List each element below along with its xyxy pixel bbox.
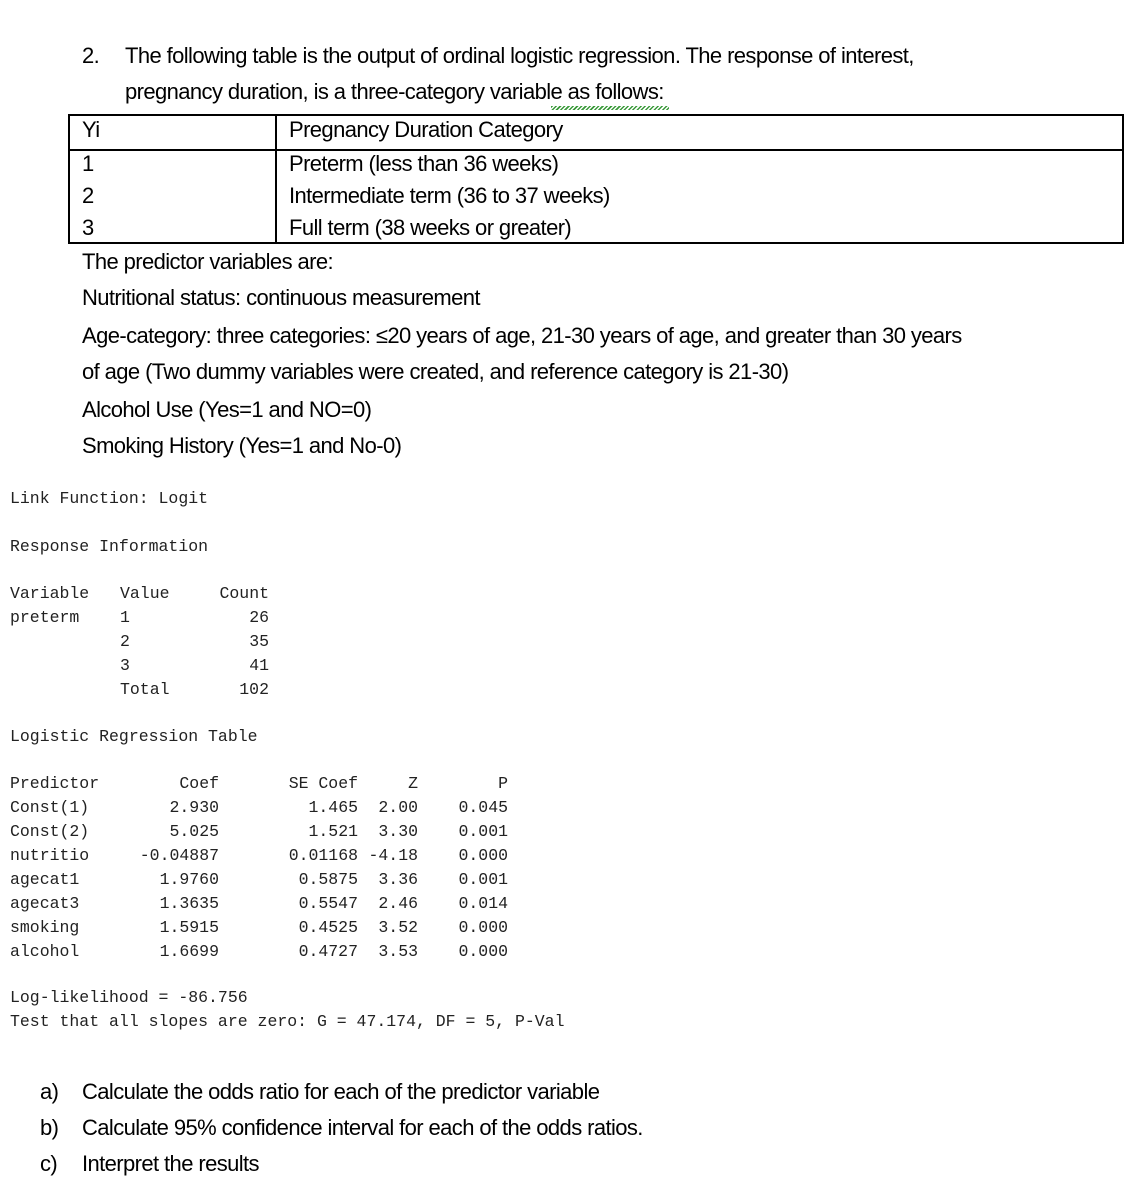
table-cell: 0.000 xyxy=(458,942,508,961)
table-cell: 0.001 xyxy=(458,822,508,841)
link-function: Link Function: Logit xyxy=(10,489,209,508)
table-cell: Predictor xyxy=(10,774,100,793)
table-cell: 26 xyxy=(249,608,269,627)
table-cell: Full term (38 weeks or greater) xyxy=(289,215,572,240)
table-cell: Z xyxy=(408,774,418,793)
table-header-category: Pregnancy Duration Category xyxy=(289,117,563,142)
table-cell: 1.5915 xyxy=(159,918,219,937)
table-cell: 2 xyxy=(82,183,94,208)
predictor-line: Nutritional status: continuous measurement xyxy=(82,285,480,310)
table-cell: 3.36 xyxy=(378,870,418,889)
table-cell: 2 xyxy=(120,632,130,651)
table-cell: Variable xyxy=(10,584,90,603)
table-cell: Preterm (less than 36 weeks) xyxy=(289,151,559,176)
table-cell: Const(2) xyxy=(10,822,90,841)
table-cell: SE Coef xyxy=(288,774,358,793)
table-cell: 1.465 xyxy=(308,798,358,817)
task-label: c) xyxy=(40,1151,58,1176)
question-number: 2. xyxy=(82,43,100,68)
table-cell: Value xyxy=(120,584,170,603)
table-cell: P xyxy=(498,774,508,793)
table-cell: 0.001 xyxy=(458,870,508,889)
table-cell: 3.30 xyxy=(378,822,418,841)
predictor-line: Smoking History (Yes=1 and No-0) xyxy=(82,433,402,458)
task-label: b) xyxy=(40,1115,59,1140)
table-cell: Coef xyxy=(179,774,219,793)
log-likelihood: Log-likelihood = -86.756 xyxy=(10,988,248,1007)
table-cell: Total xyxy=(120,680,170,699)
table-cell: 3.53 xyxy=(378,942,418,961)
table-cell: smoking xyxy=(10,918,80,937)
table-cell: 1.3635 xyxy=(159,894,219,913)
table-cell: 3 xyxy=(120,656,130,675)
predictors-heading: The predictor variables are: xyxy=(82,249,333,274)
table-cell: 2.00 xyxy=(378,798,418,817)
table-cell: 1 xyxy=(120,608,130,627)
table-cell: 0.5547 xyxy=(298,894,358,913)
table-cell: -0.04887 xyxy=(139,846,219,865)
table-cell: 3 xyxy=(82,215,94,240)
spellcheck-underline xyxy=(551,106,669,110)
table-cell: Const(1) xyxy=(10,798,90,817)
table-cell: 0.4525 xyxy=(298,918,358,937)
table-cell: 35 xyxy=(249,632,269,651)
table-cell: 102 xyxy=(239,680,269,699)
task-text: Calculate the odds ratio for each of the predictor variable xyxy=(82,1079,600,1104)
predictor-line: Alcohol Use (Yes=1 and NO=0) xyxy=(82,397,372,422)
intro-line-2: pregnancy duration, is a three-category variable as follows: xyxy=(125,79,664,104)
table-cell: alcohol xyxy=(10,942,80,961)
table-cell: 1 xyxy=(82,151,94,176)
table-cell: agecat3 xyxy=(10,894,80,913)
table-cell: 0.000 xyxy=(458,846,508,865)
table-cell: 2.930 xyxy=(169,798,219,817)
slopes-test: Test that all slopes are zero: G = 47.174, DF = 5, P-Val xyxy=(10,1012,565,1031)
task-text: Calculate 95% confidence interval for each of the odds ratios. xyxy=(82,1115,643,1140)
table-cell: 1.9760 xyxy=(159,870,219,889)
response-info-title: Response Information xyxy=(10,537,209,556)
table-cell: 5.025 xyxy=(169,822,219,841)
table-cell: preterm xyxy=(10,608,80,627)
regression-title: Logistic Regression Table xyxy=(10,727,258,746)
table-cell: 2.46 xyxy=(378,894,418,913)
table-cell: 1.521 xyxy=(308,822,358,841)
table-cell: agecat1 xyxy=(10,870,80,889)
table-cell: 41 xyxy=(249,656,269,675)
table-header-yi: Yi xyxy=(82,117,100,142)
intro-line-1: The following table is the output of ordinal logistic regression. The response of interest, xyxy=(125,43,914,68)
task-text: Interpret the results xyxy=(82,1151,259,1176)
table-cell: 0.000 xyxy=(458,918,508,937)
category-table xyxy=(68,114,1124,244)
table-cell: 1.6699 xyxy=(159,942,219,961)
predictor-line: of age (Two dummy variables were created, and reference category is 21-30) xyxy=(82,359,789,384)
table-cell: -4.18 xyxy=(368,846,418,865)
table-cell: 0.014 xyxy=(458,894,508,913)
table-cell: 0.045 xyxy=(458,798,508,817)
table-cell: 3.52 xyxy=(378,918,418,937)
table-cell: 0.4727 xyxy=(298,942,358,961)
table-cell: Intermediate term (36 to 37 weeks) xyxy=(289,183,610,208)
predictor-line: Age-category: three categories: ≤20 years of age, 21-30 years of age, and greater than 30 years xyxy=(82,323,962,348)
table-cell: Count xyxy=(219,584,269,603)
table-cell: nutritio xyxy=(10,846,90,865)
task-label: a) xyxy=(40,1079,59,1104)
table-cell: 0.01168 xyxy=(288,846,358,865)
table-cell: 0.5875 xyxy=(298,870,358,889)
